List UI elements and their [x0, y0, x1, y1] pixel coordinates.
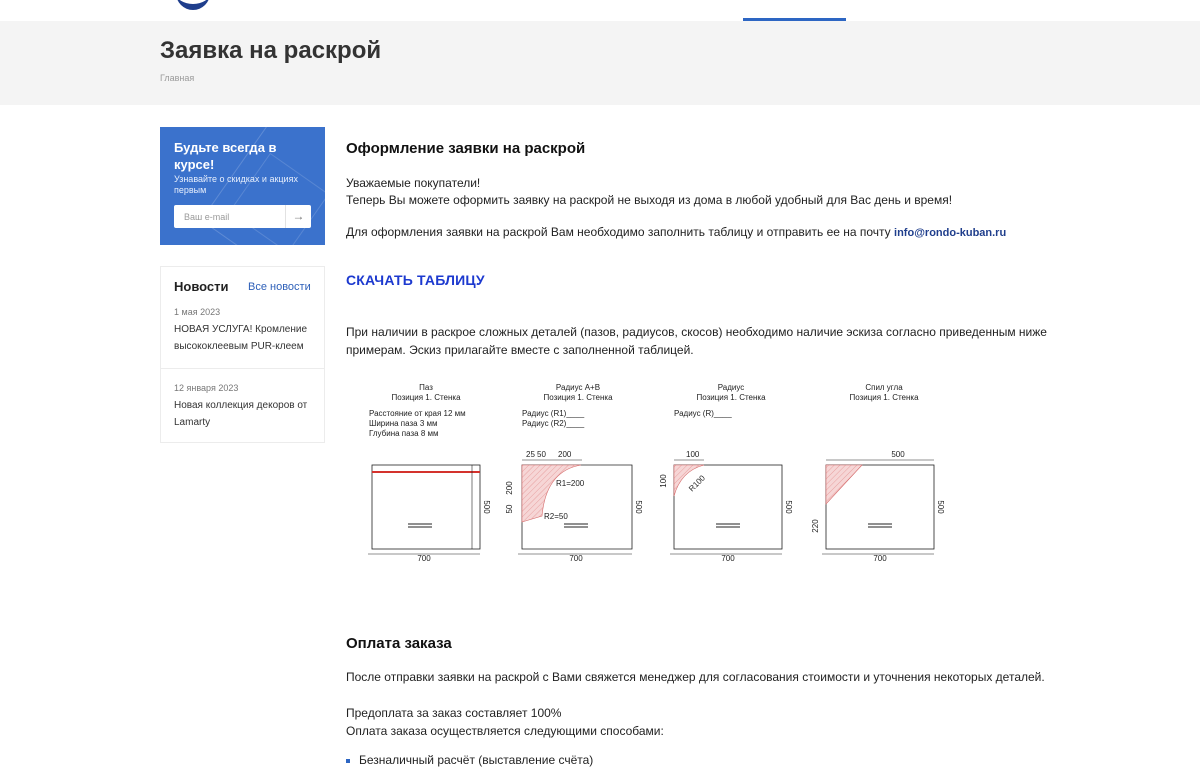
dimension-label: 100 — [659, 474, 668, 488]
dimension-label: 700 — [721, 554, 735, 563]
dimension-label: 500 — [482, 500, 491, 514]
cutting-diagrams — [346, 376, 956, 586]
intro-text: Теперь Вы можете оформить заявку на раскрой не выходя из дома в любой удобный для Вас день и время! — [346, 193, 953, 207]
dimension-label: R100 — [687, 473, 707, 494]
subscribe-widget — [160, 127, 325, 245]
panel-outline — [372, 465, 480, 549]
dimension-label: 500 — [784, 500, 793, 514]
dimension-label: 500 — [891, 450, 905, 459]
news-item[interactable] — [174, 382, 314, 431]
payment-methods-intro: Оплата заказа осуществляется следующими способами: — [346, 724, 664, 738]
payment-method-item — [346, 753, 593, 767]
dimension-label: R1=200 — [556, 479, 585, 488]
dimension-label: 200 — [558, 450, 572, 459]
prepayment-text: Предоплата за заказ составляет 100% — [346, 706, 562, 720]
news-title: Новости — [174, 279, 229, 294]
news-item[interactable] — [174, 306, 314, 355]
dimension-label: 700 — [417, 554, 431, 563]
diagram-radius-ab — [505, 383, 643, 563]
page-title: Заявка на раскрой — [160, 37, 382, 64]
payment-text: После отправки заявки на раскрой с Вами свяжется менеджер для согласования стоимости и уточнения некоторых деталей. — [346, 670, 1045, 684]
panel-outline — [674, 465, 782, 549]
instruction-label: Для оформления заявки на раскрой Вам необходимо заполнить таблицу и отправить ее на почту — [346, 225, 891, 239]
news-text[interactable]: Новая коллекция декоров от Lamarty — [174, 400, 308, 428]
instruction-text — [346, 223, 1071, 242]
dimension-label: 700 — [569, 554, 583, 563]
breadcrumb-home[interactable]: Главная — [160, 73, 195, 83]
email-link[interactable]: info@rondo-kuban.ru — [894, 227, 1007, 239]
subscribe-text: Узнавайте о скидках и акциях первым — [174, 174, 298, 195]
diagram-position: Позиция 1. Стенка — [543, 393, 613, 402]
diagram-note: Радиус (R1)____ — [522, 409, 585, 418]
diagram-note: Расстояние от края 12 мм — [369, 409, 466, 418]
news-text[interactable]: НОВАЯ УСЛУГА! Кромление высококлеевым PUR-клеем — [174, 324, 308, 352]
subscribe-form — [174, 205, 311, 228]
news-date: 1 мая 2023 — [174, 307, 221, 317]
dimension-label: 50 — [537, 450, 546, 459]
diagram-title: Радиус А+В — [555, 383, 601, 392]
dimension-label: 50 — [505, 504, 514, 514]
diagram-note: Радиус (R)____ — [674, 409, 732, 418]
dimension-label: 500 — [936, 500, 945, 514]
diagram-title: Паз — [419, 383, 433, 392]
diagram-note: Ширина паза 3 мм — [369, 419, 438, 428]
news-date: 12 января 2023 — [174, 383, 239, 393]
top-navigation — [0, 0, 1200, 21]
diagram-position: Позиция 1. Стенка — [849, 393, 919, 402]
dimension-label: 25 — [526, 450, 535, 459]
download-table-link[interactable]: СКАЧАТЬ ТАБЛИЦУ — [346, 272, 485, 288]
dimension-label: 220 — [811, 519, 820, 533]
arrow-right-icon: → — [292, 209, 305, 223]
subscribe-submit-button[interactable] — [285, 205, 311, 228]
diagram-position: Позиция 1. Стенка — [391, 393, 461, 402]
diagram-radius — [659, 383, 793, 563]
subscribe-title: Будьте всегда в курсе! — [174, 140, 277, 172]
diagram-corner-cut — [811, 383, 945, 563]
section-heading: Оформление заявки на раскрой — [346, 140, 586, 157]
diagram-title: Спил угла — [865, 383, 903, 392]
bullet-icon — [346, 759, 350, 763]
payment-heading: Оплата заказа — [346, 635, 452, 652]
greeting-text: Уважаемые покупатели! — [346, 176, 481, 190]
news-widget — [160, 266, 325, 443]
dimension-label: 500 — [634, 500, 643, 514]
diagram-groove — [368, 383, 491, 563]
payment-method-label: Безналичный расчёт (выставление счёта) — [359, 753, 594, 767]
dimension-label: 100 — [686, 450, 700, 459]
divider — [161, 368, 324, 369]
all-news-link[interactable]: Все новости — [248, 281, 311, 293]
cut-area — [826, 465, 862, 504]
diagram-note: Радиус (R2)____ — [522, 419, 585, 428]
diagram-title: Радиус — [717, 383, 745, 392]
dimension-label: R2=50 — [544, 512, 568, 521]
dimension-label: 700 — [873, 554, 887, 563]
email-input[interactable] — [174, 205, 284, 228]
dimension-label: 200 — [505, 481, 514, 495]
complex-details-text: При наличии в раскрое сложных деталей (пазов, радиусов, скосов) необходимо наличие эскиза согласно приведенным ниже примерам. Эскиз прилагайте вместе с заполненной таблицей. — [346, 325, 1047, 357]
page-header — [0, 21, 1200, 105]
diagram-position: Позиция 1. Стенка — [696, 393, 766, 402]
site-logo[interactable] — [176, 0, 210, 10]
diagram-note: Глубина паза 8 мм — [369, 429, 439, 438]
